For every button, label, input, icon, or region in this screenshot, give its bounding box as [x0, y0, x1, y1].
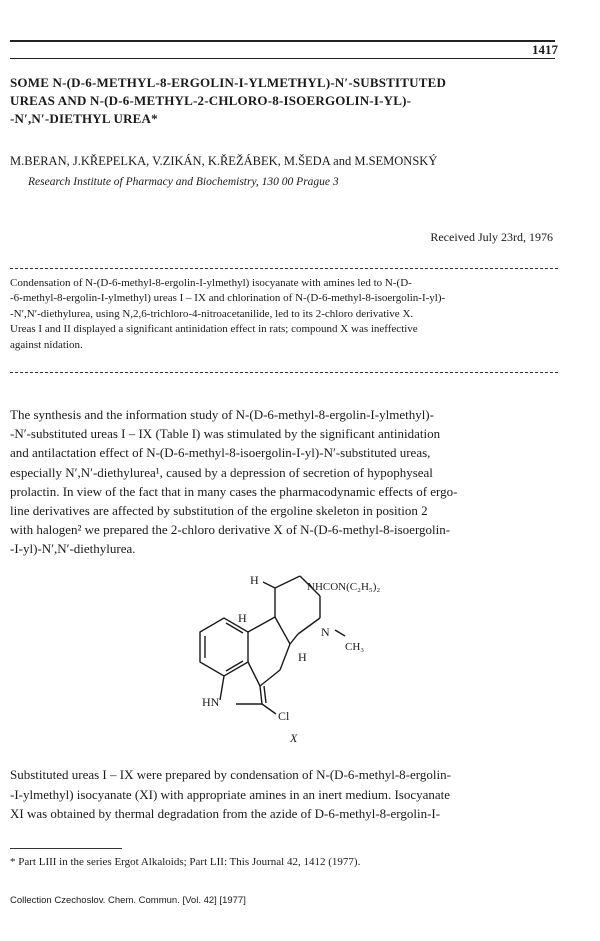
title-line: UREAS AND N-(D-6-METHYL-2-CHLORO-8-ISOERGOLIN-I-YL)- [10, 93, 412, 108]
article-title [10, 74, 560, 128]
body-paragraph-1 [10, 405, 562, 559]
structure-ch3: CH₃ [345, 641, 365, 653]
abstract-line: -6-methyl-8-ergolin-I-ylmethyl) ureas I – IX and chlorination of N-(D-6-methyl-8-isoergolin-I-yl)- [10, 292, 446, 305]
abstract-bottom-rule [10, 372, 558, 373]
top-rule [10, 40, 555, 42]
authors: M.BERAN, J.KŘEPELKA, V.ZIKÁN, K.ŘEŽÁBEK, M.ŠEDA and M.SEMONSKÝ [10, 154, 438, 168]
body-line: and antilactation effect of N-(D-6-methyl-8-isoergolin-I-yl)-N′-substituted ureas, [10, 445, 431, 461]
abstract-top-rule [10, 268, 558, 269]
abstract-line: Condensation of N-(D-6-methyl-8-ergolin-I-ylmethyl) isocyanate with amines led to N-(D- [10, 277, 412, 289]
body-line: prolactin. In view of the fact that in many cases the pharmacodynamic effects of ergo- [10, 483, 458, 499]
structure-hn: HN [202, 695, 220, 709]
structure-cl: Cl [278, 709, 290, 723]
header-rule [10, 58, 555, 59]
structure-caption: X [290, 731, 298, 745]
body-line: The synthesis and the information study of N-(D-6-methyl-8-ergolin-I-ylmethyl)- [10, 407, 434, 422]
structure-n: N [321, 625, 330, 639]
body-line: XI was obtained by thermal degradation from the azide of D-6-methyl-8-ergolin-I- [10, 806, 441, 821]
structure-h-right: H [298, 650, 307, 664]
body-line: line derivatives are affected by substitution of the ergoline skeleton in position 2 [10, 503, 428, 519]
abstract [10, 276, 558, 353]
title-line: -N′,N′-DIETHYL UREA* [10, 111, 158, 126]
footnote: * Part LIII in the series Ergot Alkaloids; Part LII: This Journal 42, 1412 (1977). [10, 856, 361, 868]
title-line: SOME N-(D-6-METHYL-8-ERGOLIN-I-YLMETHYL)-N′-SUBSTITUTED [10, 75, 447, 90]
footnote-rule [10, 848, 122, 849]
page-number: 1417 [532, 42, 558, 57]
chemical-structure-x [180, 572, 390, 747]
abstract-line: -N′,N′-diethylurea, using N,2,6-trichloro-4-nitroacetanilide, led to its 2-chloro derivative X. [10, 307, 414, 320]
structure-h-mid: H [238, 611, 247, 625]
abstract-line: Ureas I and II displayed a significant antinidation effect in rats; compound X was ineffective [10, 323, 418, 336]
body-paragraph-2 [10, 765, 562, 824]
abstract-line: against nidation. [10, 338, 83, 351]
affiliation: Research Institute of Pharmacy and Biochemistry, 130 00 Prague 3 [28, 176, 339, 188]
body-line: -N′-substituted ureas I – IX (Table I) was stimulated by the significant antinidation [10, 426, 441, 442]
body-line: especially N′,N′-diethylurea¹, caused by a depression of secretion of hypophyseal [10, 464, 433, 480]
body-line: Substituted ureas I – IX were prepared by condensation of N-(D-6-methyl-8-ergolin- [10, 767, 451, 782]
structure-h-top: H [250, 573, 259, 587]
structure-substituent: NHCON(C₂H₅)₂ [307, 581, 381, 593]
received-date: Received July 23rd, 1976 [430, 230, 553, 244]
body-line: -I-yl)-N′,N′-diethylurea. [10, 541, 136, 557]
body-line: -I-ylmethyl) isocyanate (XI) with appropriate amines in an inert medium. Isocyanate [10, 786, 451, 802]
journal-citation: Collection Czechoslov. Chem. Commun. [Vol. 42] [1977] [10, 895, 246, 906]
body-line: with halogen² we prepared the 2-chloro derivative X of N-(D-6-methyl-8-isoergolin- [10, 522, 451, 538]
